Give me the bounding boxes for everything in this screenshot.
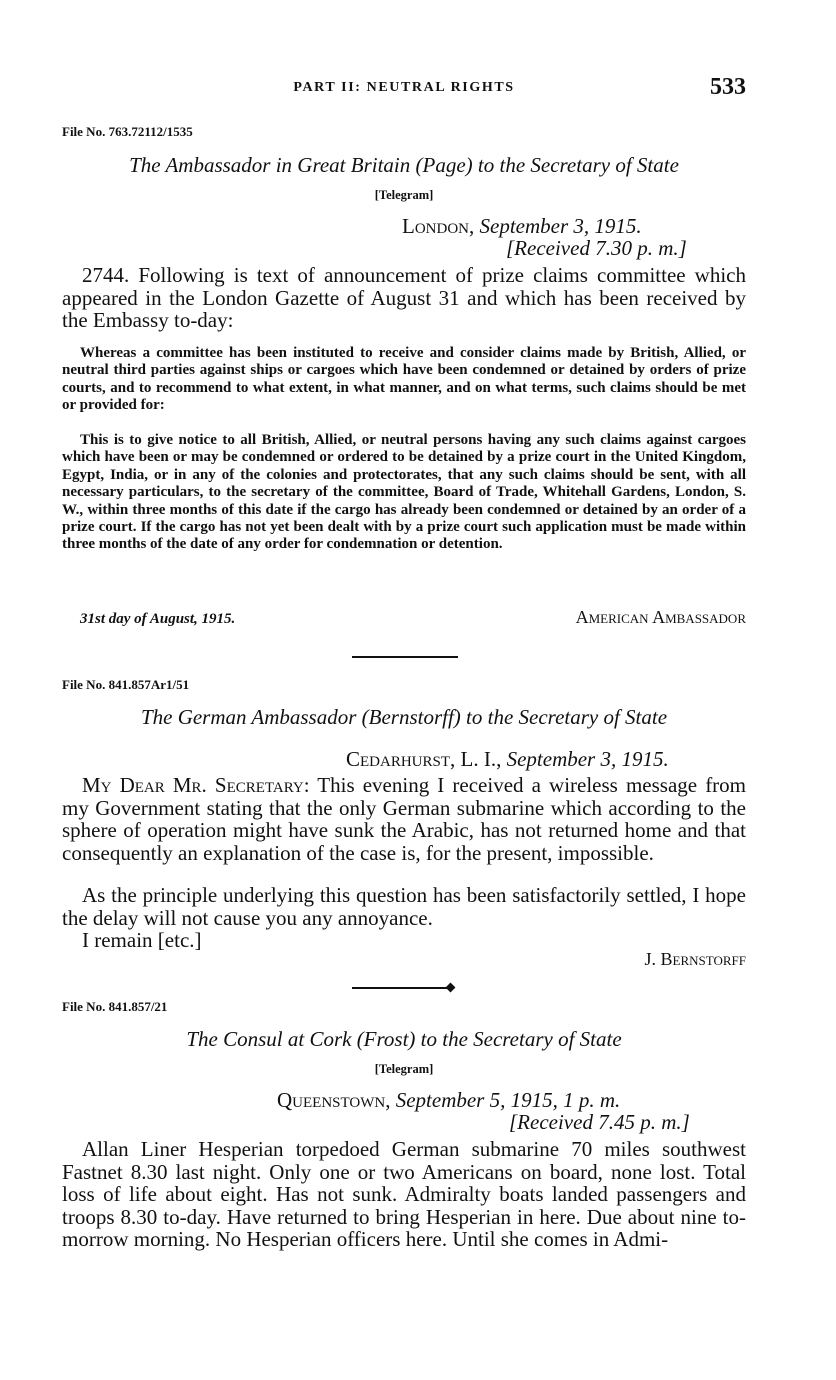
file-number-2: File No. 841.857Ar1/51 [62, 677, 190, 692]
telegram-label-3: [Telegram] [374, 1062, 434, 1076]
dateline-2 [346, 747, 669, 772]
quoted-announcement-p1: Whereas a committee has been instituted to receive and consider claims made by British, Allied, or neutral third parties against ships or cargoes which have been condemned or detained by orders of prize courts, and to recommend to what extent, in what manner, and on what terms, such claims should be met or provided for: [62, 345, 746, 414]
received-time-3: [Received 7.45 p. m.] [509, 1110, 690, 1134]
file-number-1: File No. 763.72112/1535 [62, 124, 193, 139]
letter-paragraph-1 [62, 774, 746, 864]
divider-ornament-icon [446, 983, 456, 993]
telegram-body-1-text: 2744. Following is text of announcement of prize claims committee which appeared in the London Gazette of August 31 and which has been received by the Embassy to-day: [62, 263, 746, 332]
signature-2: J. Bernstorff [644, 949, 746, 969]
dateline-place-2: Cedarhurst, L. I., [346, 747, 502, 771]
dateline-place-3: Queenstown, [277, 1088, 391, 1112]
section-divider-2 [352, 987, 450, 989]
section-divider-1 [352, 656, 458, 658]
dateline-date-1: September 3, 1915. [479, 214, 642, 238]
document-page [62, 0, 752, 1380]
page-header [62, 74, 746, 104]
dateline-place-1: London, [402, 214, 475, 238]
letter-salutation: My Dear Mr. Secretary: [82, 773, 310, 797]
quoted-announcement-p2: This is to give notice to all British, Allied, or neutral persons having any such claims against cargoes which have been or may be condemned or ordered to be detained by a prize court in the United Kingdom, Egypt, India, or in any of the colonies and protectorates, that any such claims should be sent, with all necessary particulars, to the secretary of the committee, Board of Trade, Whitehall Gardens, London, S. W., within three months of this date if the cargo has already been condemned or detained by an order of a prize court. If the cargo has not yet been dealt with by a prize court such application must be made within three months of the date of any order for condemnation or detention. [62, 432, 746, 553]
document-title-2: The German Ambassador (Bernstorff) to the Secretary of State [140, 705, 668, 729]
telegram-body-3 [62, 1138, 746, 1251]
telegram-body-1 [62, 264, 746, 332]
document-title-3: The Consul at Cork (Frost) to the Secretary of State [186, 1027, 622, 1051]
telegram-body-3-text: Allan Liner Hesperian torpedoed German submarine 70 miles southwest Fastnet 8.30 last night. Only one or two Americans on board, none lost. Total loss of life about eight. Has not sunk. Admiralty boats landed passengers and troops 8.30 to-day. Have returned to bring Hesperian in here. Due about nine to-morrow morning. No Hesperian officers here. Until she comes in Admi- [62, 1137, 746, 1251]
letter-closing: I remain [etc.] [82, 928, 202, 952]
dateline-date-3: September 5, 1915, 1 p. m. [395, 1088, 621, 1112]
file-number-3: File No. 841.857/21 [62, 999, 168, 1014]
signature-1: American Ambassador [575, 607, 746, 627]
document-title-1: The Ambassador in Great Britain (Page) to the Secretary of State [129, 153, 679, 177]
dateline-date-2: September 3, 1915. [506, 747, 669, 771]
received-time-1: [Received 7.30 p. m.] [506, 236, 687, 260]
announcement-date: 31st day of August, 1915. [80, 611, 236, 627]
letter-paragraph-2: As the principle underlying this question has been satisfactorily settled, I hope the delay will not cause you any annoyance. [62, 883, 746, 930]
running-head: PART II: NEUTRAL RIGHTS [293, 80, 515, 95]
telegram-label-1: [Telegram] [374, 188, 434, 202]
letter-paragraph-1-text: This evening I received a wireless message from my Government stating that the only German submarine which according to the sphere of operation might have sunk the Arabic, has not returned home and that consequently an explanation of the case is, for the present, impossible. [62, 773, 747, 865]
page-number: 533 [710, 74, 746, 100]
